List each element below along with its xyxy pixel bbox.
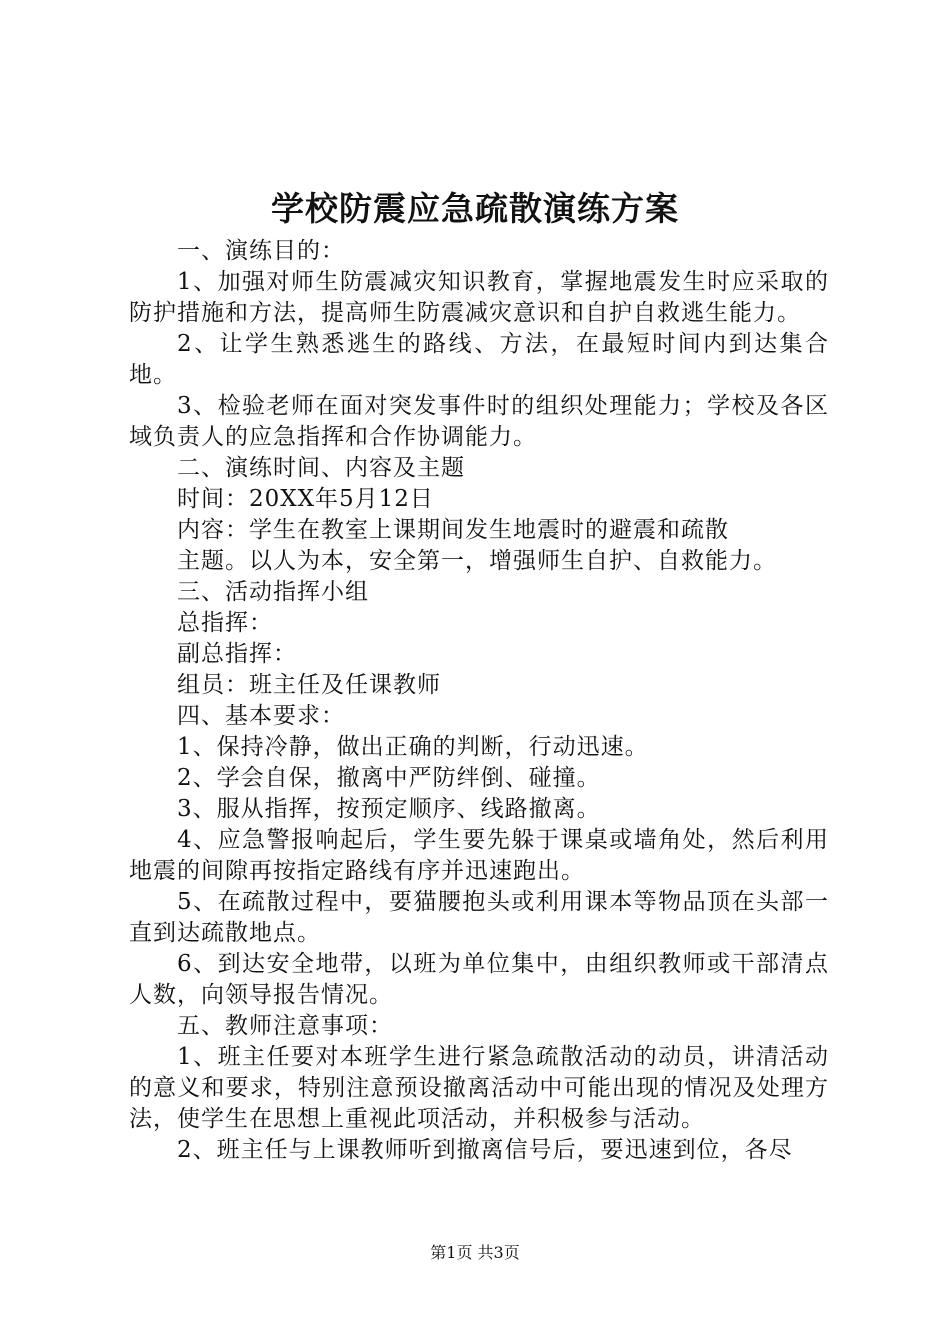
paragraph: 4、应急警报响起后，学生要先躲于课桌或墙角处，然后利用地震的间隙再按指定路线有序并迅速跑出。 <box>129 827 829 884</box>
paragraph: 四、基本要求： <box>177 703 345 729</box>
paragraph: 副总指挥： <box>177 641 297 667</box>
paragraph: 一、演练目的： <box>177 238 345 264</box>
paragraph: 组员：班主任及任课教师 <box>177 672 441 698</box>
paragraph: 6、到达安全地带，以班为单位集中，由组织教师或干部清点人数，向领导报告情况。 <box>129 951 829 1008</box>
paragraph: 2、班主任与上课教师听到撤离信号后，要迅速到位，各尽 <box>177 1137 793 1163</box>
paragraph: 2、学会自保，撤离中严防绊倒、碰撞。 <box>177 765 601 791</box>
paragraph: 内容：学生在教室上课期间发生地震时的避震和疏散 <box>177 517 729 543</box>
paragraph: 1、班主任要对本班学生进行紧急疏散活动的动员，讲清活动的意义和要求，特别注意预设撤离活动中可能出现的情况及处理方法，使学生在思想上重视此项活动，并积极参与活动。 <box>129 1044 829 1132</box>
document-title: 学校防震应急疏散演练方案 <box>271 189 679 228</box>
paragraph: 二、演练时间、内容及主题 <box>177 455 465 481</box>
paragraph: 总指挥： <box>177 610 273 636</box>
paragraph: 3、服从指挥，按预定顺序、线路撤离。 <box>177 796 601 822</box>
document-body <box>129 236 829 1166</box>
page-number-footer: 第1页 共3页 <box>430 1243 520 1262</box>
paragraph: 时间：20XX年5月12日 <box>177 486 434 512</box>
paragraph: 三、活动指挥小组 <box>177 579 369 605</box>
paragraph: 1、保持冷静，做出正确的判断，行动迅速。 <box>177 734 649 760</box>
paragraph: 主题。以人为本，安全第一，增强师生自护、自救能力。 <box>177 548 777 574</box>
paragraph: 3、检验老师在面对突发事件时的组织处理能力；学校及各区域负责人的应急指挥和合作协调能力。 <box>129 393 829 450</box>
paragraph: 2、让学生熟悉逃生的路线、方法，在最短时间内到达集合地。 <box>129 331 829 388</box>
paragraph: 1、加强对师生防震减灾知识教育，掌握地震发生时应采取的防护措施和方法，提高师生防震减灾意识和自护自救逃生能力。 <box>129 269 829 326</box>
paragraph: 五、教师注意事项： <box>177 1013 393 1039</box>
paragraph: 5、在疏散过程中，要猫腰抱头或利用课本等物品顶在头部一直到达疏散地点。 <box>129 889 829 946</box>
